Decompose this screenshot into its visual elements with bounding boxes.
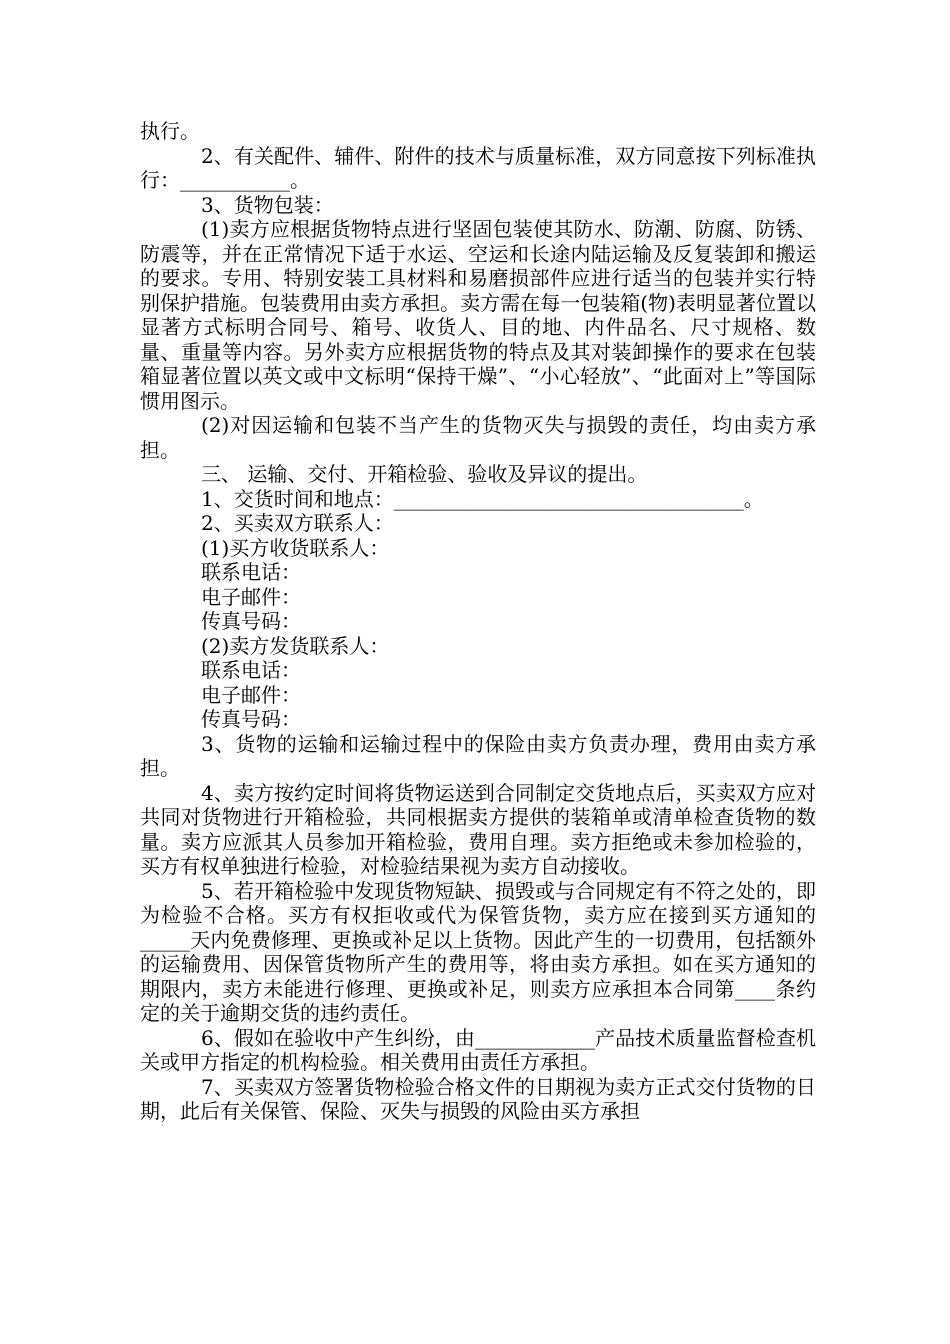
seller-email-label: 电子邮件： bbox=[201, 682, 301, 707]
seller-fax-label: 传真号码： bbox=[201, 707, 301, 731]
section-heading-three: 三、 运输、交付、开箱检验、验收及异议的提出。 bbox=[201, 462, 648, 486]
paragraph-packaging-1: (1)卖方应根据货物特点进行坚固包装使其防水、防潮、防腐、防锈、防震等，并在正常情况下适于水运、空运和长途内陆运输及反复装卸和搬运的要求。专用、特别安装工具材料和易磨损部件应进行适当的包装并实行特别保护措施。包装费用由卖方承担。卖方需在每一包装箱(物)表明显著位置以显著方式标明合同号、箱号、收货人、目的地、内件品名、尺寸规格、数量、重量等内容。另外卖方应根据货物的特点及其对装卸操作的要求在包装箱显著位置以英文或中文标明“保持干燥”、“小心轻放”、“此面对上”等国际惯用图示。 bbox=[140, 217, 816, 413]
paragraph-delivery-time-place: 1、交货时间和地点：___________________________________。 bbox=[201, 486, 764, 511]
buyer-fax-label: 传真号码： bbox=[201, 609, 301, 633]
document-page bbox=[140, 119, 816, 1124]
paragraph-item-7-delivery-date: 7、买卖双方签署货物检验合格文件的日期视为卖方正式交付货物的日期，此后有关保管、保险、灭失与损毁的风险由买方承担 bbox=[140, 1074, 816, 1123]
buyer-phone-label: 联系电话： bbox=[201, 560, 301, 584]
paragraph-item-3-transport: 3、货物的运输和运输过程中的保险由卖方负责办理，费用由卖方承担。 bbox=[140, 731, 816, 780]
paragraph-contacts: 2、买卖双方联系人： bbox=[201, 511, 394, 535]
paragraph-item-2-standards: 2、有关配件、辅件、附件的技术与质量标准，双方同意按下列标准执行：___________。 bbox=[140, 143, 816, 192]
paragraph-item-6-dispute: 6、假如在验收中产生纠纷，由____________产品技术质量监督检查机关或甲方指定的机构检验。相关费用由责任方承担。 bbox=[140, 1025, 816, 1074]
buyer-email-label: 电子邮件： bbox=[201, 584, 301, 609]
paragraph-item-5-nonconformity: 5、若开箱检验中发现货物短缺、损毁或与合同规定有不符之处的，即为检验不合格。买方有权拒收或代为保管货物，卖方应在接到买方通知的_____天内免费修理、更换或补足以上货物。因此产生的一切费用，包括额外的运输费用、因保管货物所产生的费用等，将由卖方承担。如在买方通知的期限内，卖方未能进行修理、更换或补足，则卖方应承担本合同第____条约定的关于逾期交货的违约责任。 bbox=[140, 878, 816, 1025]
paragraph-item-3-packaging: 3、货物包装： bbox=[201, 192, 334, 217]
paragraph-packaging-2: (2)对因运输和包装不当产生的货物灭失与损毁的责任，均由卖方承担。 bbox=[140, 413, 816, 462]
paragraph-continuation: 执行。 bbox=[140, 119, 200, 143]
paragraph-buyer-contact: (1)买方收货联系人： bbox=[201, 535, 390, 560]
paragraph-item-4-inspection: 4、卖方按约定时间将货物运送到合同制定交货地点后，买卖双方应对共同对货物进行开箱检验，共同根据卖方提供的装箱单或清单检查货物的数量。卖方应派其人员参加开箱检验，费用自理。卖方拒绝或未参加检验的，买方有权单独进行检验，对检验结果视为卖方自动接收。 bbox=[140, 780, 816, 878]
paragraph-seller-contact: (2)卖方发货联系人： bbox=[201, 633, 390, 658]
seller-phone-label: 联系电话： bbox=[201, 658, 301, 682]
